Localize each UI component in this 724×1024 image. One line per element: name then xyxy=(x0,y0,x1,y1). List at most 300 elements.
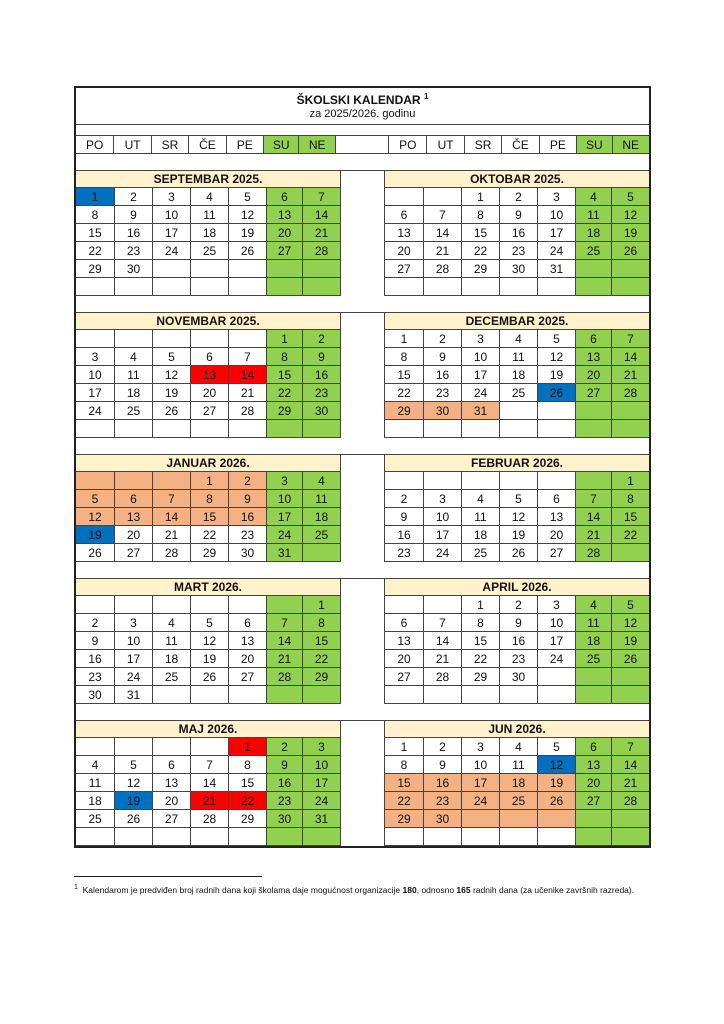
day-cell: 19 xyxy=(229,224,267,242)
day-cell: 28 xyxy=(424,260,462,278)
day-cell: 1 xyxy=(76,188,115,206)
day-cell xyxy=(538,686,576,704)
day-cell: 12 xyxy=(229,206,267,224)
column-gap xyxy=(341,721,385,846)
day-cell: 10 xyxy=(538,614,576,632)
week-row xyxy=(385,810,649,828)
day-cell: 17 xyxy=(153,224,191,242)
week-row xyxy=(76,614,340,632)
month-jun xyxy=(385,721,649,846)
week-row xyxy=(76,242,340,260)
day-cell: 1 xyxy=(385,738,424,756)
day-cell xyxy=(612,260,649,278)
day-cell: 16 xyxy=(303,366,340,384)
day-cell: 15 xyxy=(303,632,340,650)
day-cell: 5 xyxy=(191,614,229,632)
day-cell: 13 xyxy=(153,774,191,792)
day-cell xyxy=(191,260,229,278)
month-pair xyxy=(76,721,649,846)
week-row xyxy=(76,668,340,686)
day-cell: 22 xyxy=(385,384,424,402)
spacer xyxy=(76,125,649,136)
day-cell: 3 xyxy=(153,188,191,206)
school-calendar xyxy=(74,86,651,848)
week-row xyxy=(76,348,340,366)
day-cell xyxy=(267,420,303,438)
day-cell: 23 xyxy=(424,792,462,810)
day-cell: 14 xyxy=(612,756,649,774)
day-cell: 27 xyxy=(267,242,303,260)
day-cell: 2 xyxy=(229,472,267,490)
day-cell: 2 xyxy=(267,738,303,756)
day-cell xyxy=(500,278,538,296)
week-row xyxy=(76,508,340,526)
day-cell: 29 xyxy=(385,402,424,420)
week-row xyxy=(76,792,340,810)
week-row xyxy=(385,384,649,402)
footnote-separator xyxy=(74,876,262,877)
day-cell: 17 xyxy=(115,650,153,668)
day-cell xyxy=(229,420,267,438)
day-cell: 1 xyxy=(229,738,267,756)
day-cell: 6 xyxy=(267,188,303,206)
day-cell: 11 xyxy=(153,632,191,650)
day-cell: 6 xyxy=(385,614,424,632)
day-cell: 18 xyxy=(462,526,500,544)
day-cell xyxy=(153,828,191,846)
week-row xyxy=(76,756,340,774)
day-cell: 9 xyxy=(424,348,462,366)
day-cell: 28 xyxy=(153,544,191,562)
day-cell: 18 xyxy=(576,224,612,242)
month-title: APRIL 2026. xyxy=(385,579,649,596)
day-cell xyxy=(500,810,538,828)
week-row xyxy=(385,596,649,614)
day-cell: 22 xyxy=(303,650,340,668)
day-cell: 10 xyxy=(267,490,303,508)
day-cell: 31 xyxy=(267,544,303,562)
footnote-ref: 1 xyxy=(74,884,78,891)
month-april xyxy=(385,579,649,704)
day-cell xyxy=(612,402,649,420)
day-cell: 4 xyxy=(500,738,538,756)
day-cell: 13 xyxy=(576,348,612,366)
day-cell: 31 xyxy=(538,260,576,278)
day-cell: 21 xyxy=(424,242,462,260)
day-cell: 12 xyxy=(153,366,191,384)
day-cell: 16 xyxy=(76,650,115,668)
day-cell: 7 xyxy=(267,614,303,632)
week-row xyxy=(76,366,340,384)
day-cell xyxy=(424,472,462,490)
day-cell: 7 xyxy=(191,756,229,774)
day-cell: 31 xyxy=(115,686,153,704)
left-weekday-su: SU xyxy=(264,136,299,154)
day-cell: 21 xyxy=(576,526,612,544)
day-cell: 28 xyxy=(576,544,612,562)
day-cell: 27 xyxy=(576,384,612,402)
day-cell: 20 xyxy=(229,650,267,668)
week-row xyxy=(385,278,649,296)
day-cell: 25 xyxy=(76,810,115,828)
day-cell xyxy=(303,420,340,438)
block-spacer xyxy=(76,562,649,579)
day-cell xyxy=(424,596,462,614)
month-januar xyxy=(76,455,341,562)
day-cell: 20 xyxy=(576,366,612,384)
day-cell: 15 xyxy=(229,774,267,792)
right-weekday-pe: PE xyxy=(540,136,577,154)
week-row xyxy=(76,544,340,562)
day-cell: 27 xyxy=(385,668,424,686)
day-cell: 6 xyxy=(576,738,612,756)
day-cell xyxy=(191,278,229,296)
day-cell: 24 xyxy=(462,792,500,810)
day-cell: 17 xyxy=(267,508,303,526)
day-cell: 12 xyxy=(612,206,649,224)
day-cell: 8 xyxy=(267,348,303,366)
day-cell: 30 xyxy=(500,668,538,686)
day-cell: 11 xyxy=(500,756,538,774)
day-cell xyxy=(612,278,649,296)
month-title: JANUAR 2026. xyxy=(76,455,340,472)
left-weekday-ne: NE xyxy=(299,136,335,154)
right-weekday-ut: UT xyxy=(427,136,464,154)
day-cell: 7 xyxy=(303,188,340,206)
day-cell: 21 xyxy=(267,650,303,668)
day-cell: 8 xyxy=(229,756,267,774)
day-cell: 26 xyxy=(153,402,191,420)
day-cell: 21 xyxy=(153,526,191,544)
day-cell: 9 xyxy=(303,348,340,366)
day-cell: 7 xyxy=(153,490,191,508)
day-cell: 16 xyxy=(424,366,462,384)
day-cell: 30 xyxy=(115,260,153,278)
day-cell: 27 xyxy=(191,402,229,420)
month-title: MAJ 2026. xyxy=(76,721,340,738)
right-weekday-po: PO xyxy=(389,136,427,154)
left-weekday-po: PO xyxy=(76,136,114,154)
day-cell: 19 xyxy=(153,384,191,402)
day-cell: 12 xyxy=(115,774,153,792)
day-cell xyxy=(538,828,576,846)
day-cell xyxy=(115,738,153,756)
day-cell: 29 xyxy=(267,402,303,420)
day-cell xyxy=(576,810,612,828)
left-weekday-ut: UT xyxy=(114,136,151,154)
week-row xyxy=(385,526,649,544)
day-cell xyxy=(229,686,267,704)
day-cell xyxy=(424,420,462,438)
day-cell xyxy=(612,668,649,686)
month-maj xyxy=(76,721,341,846)
day-cell xyxy=(153,686,191,704)
right-weekday-sr: SR xyxy=(465,136,502,154)
week-row xyxy=(76,774,340,792)
month-mart xyxy=(76,579,341,704)
day-cell: 22 xyxy=(229,792,267,810)
day-cell: 21 xyxy=(303,224,340,242)
day-cell xyxy=(385,596,424,614)
day-cell: 28 xyxy=(303,242,340,260)
day-cell: 6 xyxy=(538,490,576,508)
day-cell: 4 xyxy=(576,596,612,614)
month-title: SEPTEMBAR 2025. xyxy=(76,171,340,188)
week-row xyxy=(385,420,649,438)
day-cell: 2 xyxy=(424,330,462,348)
day-cell xyxy=(229,596,267,614)
days-165: 165 xyxy=(456,884,471,895)
day-cell: 21 xyxy=(424,650,462,668)
right-weekday-če: ČE xyxy=(502,136,539,154)
day-cell: 5 xyxy=(153,348,191,366)
day-cell xyxy=(229,260,267,278)
day-cell xyxy=(500,828,538,846)
day-cell: 10 xyxy=(462,756,500,774)
day-cell: 6 xyxy=(385,206,424,224)
day-cell xyxy=(576,420,612,438)
day-cell: 19 xyxy=(500,526,538,544)
day-cell: 15 xyxy=(191,508,229,526)
day-cell xyxy=(153,472,191,490)
day-cell: 14 xyxy=(303,206,340,224)
day-cell: 18 xyxy=(76,792,115,810)
day-cell: 1 xyxy=(462,596,500,614)
day-cell: 10 xyxy=(153,206,191,224)
day-cell: 13 xyxy=(267,206,303,224)
day-cell: 5 xyxy=(229,188,267,206)
day-cell: 25 xyxy=(576,650,612,668)
day-cell xyxy=(267,596,303,614)
week-row xyxy=(76,490,340,508)
day-cell xyxy=(229,330,267,348)
column-gap xyxy=(336,136,389,154)
day-cell: 9 xyxy=(500,206,538,224)
day-cell: 22 xyxy=(267,384,303,402)
day-cell: 17 xyxy=(424,526,462,544)
day-cell: 7 xyxy=(424,206,462,224)
day-cell: 5 xyxy=(115,756,153,774)
day-cell: 5 xyxy=(612,188,649,206)
day-cell xyxy=(267,828,303,846)
month-septembar xyxy=(76,171,341,296)
day-cell xyxy=(76,330,115,348)
day-cell: 23 xyxy=(229,526,267,544)
day-cell: 18 xyxy=(500,366,538,384)
week-row xyxy=(76,206,340,224)
day-cell: 1 xyxy=(303,596,340,614)
day-cell: 23 xyxy=(424,384,462,402)
week-row xyxy=(385,756,649,774)
day-cell: 10 xyxy=(76,366,115,384)
day-cell: 29 xyxy=(191,544,229,562)
day-cell: 4 xyxy=(576,188,612,206)
day-cell: 20 xyxy=(191,384,229,402)
day-cell: 26 xyxy=(229,242,267,260)
day-cell xyxy=(153,596,191,614)
day-cell xyxy=(576,402,612,420)
day-cell xyxy=(191,420,229,438)
day-cell: 2 xyxy=(385,490,424,508)
week-row xyxy=(385,792,649,810)
day-cell: 18 xyxy=(115,384,153,402)
week-row xyxy=(76,650,340,668)
day-cell: 1 xyxy=(191,472,229,490)
week-row xyxy=(385,738,649,756)
day-cell xyxy=(229,828,267,846)
day-cell xyxy=(576,260,612,278)
day-cell xyxy=(462,472,500,490)
day-cell: 1 xyxy=(462,188,500,206)
day-cell: 27 xyxy=(538,544,576,562)
month-title: JUN 2026. xyxy=(385,721,649,738)
day-cell: 16 xyxy=(500,224,538,242)
day-cell: 3 xyxy=(462,738,500,756)
day-cell: 7 xyxy=(576,490,612,508)
day-cell: 15 xyxy=(462,632,500,650)
day-cell xyxy=(500,686,538,704)
day-cell: 11 xyxy=(576,206,612,224)
day-cell: 26 xyxy=(538,792,576,810)
day-cell: 17 xyxy=(76,384,115,402)
day-cell: 18 xyxy=(576,632,612,650)
day-cell: 26 xyxy=(612,242,649,260)
day-cell xyxy=(303,544,340,562)
day-cell: 7 xyxy=(612,330,649,348)
block-spacer xyxy=(76,438,649,455)
day-cell xyxy=(76,278,115,296)
week-row xyxy=(385,632,649,650)
day-cell: 13 xyxy=(191,366,229,384)
day-cell: 22 xyxy=(76,242,115,260)
day-cell: 16 xyxy=(500,632,538,650)
day-cell: 15 xyxy=(385,366,424,384)
day-cell: 4 xyxy=(153,614,191,632)
day-cell: 24 xyxy=(76,402,115,420)
day-cell: 3 xyxy=(538,188,576,206)
day-cell xyxy=(76,828,115,846)
day-cell: 3 xyxy=(462,330,500,348)
day-cell: 28 xyxy=(191,810,229,828)
day-cell xyxy=(462,420,500,438)
day-cell: 29 xyxy=(76,260,115,278)
day-cell: 3 xyxy=(76,348,115,366)
day-cell xyxy=(115,472,153,490)
day-cell: 20 xyxy=(153,792,191,810)
right-weekday-ne: NE xyxy=(613,136,649,154)
day-cell xyxy=(576,686,612,704)
week-row xyxy=(385,614,649,632)
month-pair xyxy=(76,171,649,296)
day-cell: 12 xyxy=(76,508,115,526)
day-cell: 10 xyxy=(424,508,462,526)
day-cell: 23 xyxy=(267,792,303,810)
week-row xyxy=(385,668,649,686)
day-cell: 20 xyxy=(576,774,612,792)
day-cell xyxy=(153,420,191,438)
week-row xyxy=(76,420,340,438)
day-cell: 22 xyxy=(191,526,229,544)
day-cell: 12 xyxy=(538,348,576,366)
day-cell: 13 xyxy=(385,224,424,242)
day-cell: 3 xyxy=(538,596,576,614)
day-cell xyxy=(612,828,649,846)
day-cell: 11 xyxy=(76,774,115,792)
day-cell xyxy=(576,668,612,686)
day-cell: 5 xyxy=(538,738,576,756)
day-cell xyxy=(385,472,424,490)
month-title: MART 2026. xyxy=(76,579,340,596)
day-cell: 7 xyxy=(229,348,267,366)
day-cell xyxy=(462,686,500,704)
day-cell: 29 xyxy=(229,810,267,828)
week-row xyxy=(385,650,649,668)
day-cell: 15 xyxy=(267,366,303,384)
week-row xyxy=(385,260,649,278)
day-cell xyxy=(385,828,424,846)
day-cell: 15 xyxy=(612,508,649,526)
day-cell xyxy=(500,420,538,438)
day-cell: 27 xyxy=(229,668,267,686)
week-row xyxy=(385,828,649,846)
day-cell xyxy=(424,686,462,704)
day-cell: 18 xyxy=(500,774,538,792)
day-cell: 17 xyxy=(303,774,340,792)
day-cell: 6 xyxy=(229,614,267,632)
day-cell: 19 xyxy=(538,774,576,792)
day-cell: 11 xyxy=(303,490,340,508)
week-row xyxy=(385,508,649,526)
month-novembar xyxy=(76,313,341,438)
day-cell: 7 xyxy=(424,614,462,632)
week-row xyxy=(76,260,340,278)
block-spacer xyxy=(76,296,649,313)
day-cell: 4 xyxy=(462,490,500,508)
day-cell: 19 xyxy=(115,792,153,810)
day-cell xyxy=(424,828,462,846)
month-februar xyxy=(385,455,649,562)
day-cell: 26 xyxy=(538,384,576,402)
day-cell: 27 xyxy=(385,260,424,278)
day-cell: 8 xyxy=(303,614,340,632)
day-cell: 27 xyxy=(576,792,612,810)
day-cell: 24 xyxy=(462,384,500,402)
day-cell xyxy=(229,278,267,296)
day-cell: 6 xyxy=(191,348,229,366)
day-cell: 14 xyxy=(612,348,649,366)
day-cell: 6 xyxy=(153,756,191,774)
day-cell xyxy=(612,544,649,562)
day-cell xyxy=(267,278,303,296)
day-cell xyxy=(115,278,153,296)
day-cell: 24 xyxy=(303,792,340,810)
day-cell: 31 xyxy=(462,402,500,420)
day-cell: 18 xyxy=(303,508,340,526)
day-cell: 2 xyxy=(500,596,538,614)
day-cell: 19 xyxy=(538,366,576,384)
day-cell: 14 xyxy=(153,508,191,526)
day-cell: 28 xyxy=(612,384,649,402)
day-cell: 9 xyxy=(229,490,267,508)
day-cell xyxy=(424,278,462,296)
day-cell: 23 xyxy=(76,668,115,686)
day-cell: 18 xyxy=(191,224,229,242)
left-weekday-pe: PE xyxy=(227,136,264,154)
day-cell: 30 xyxy=(267,810,303,828)
day-cell: 29 xyxy=(303,668,340,686)
calendar-header xyxy=(76,88,649,125)
week-row xyxy=(76,632,340,650)
